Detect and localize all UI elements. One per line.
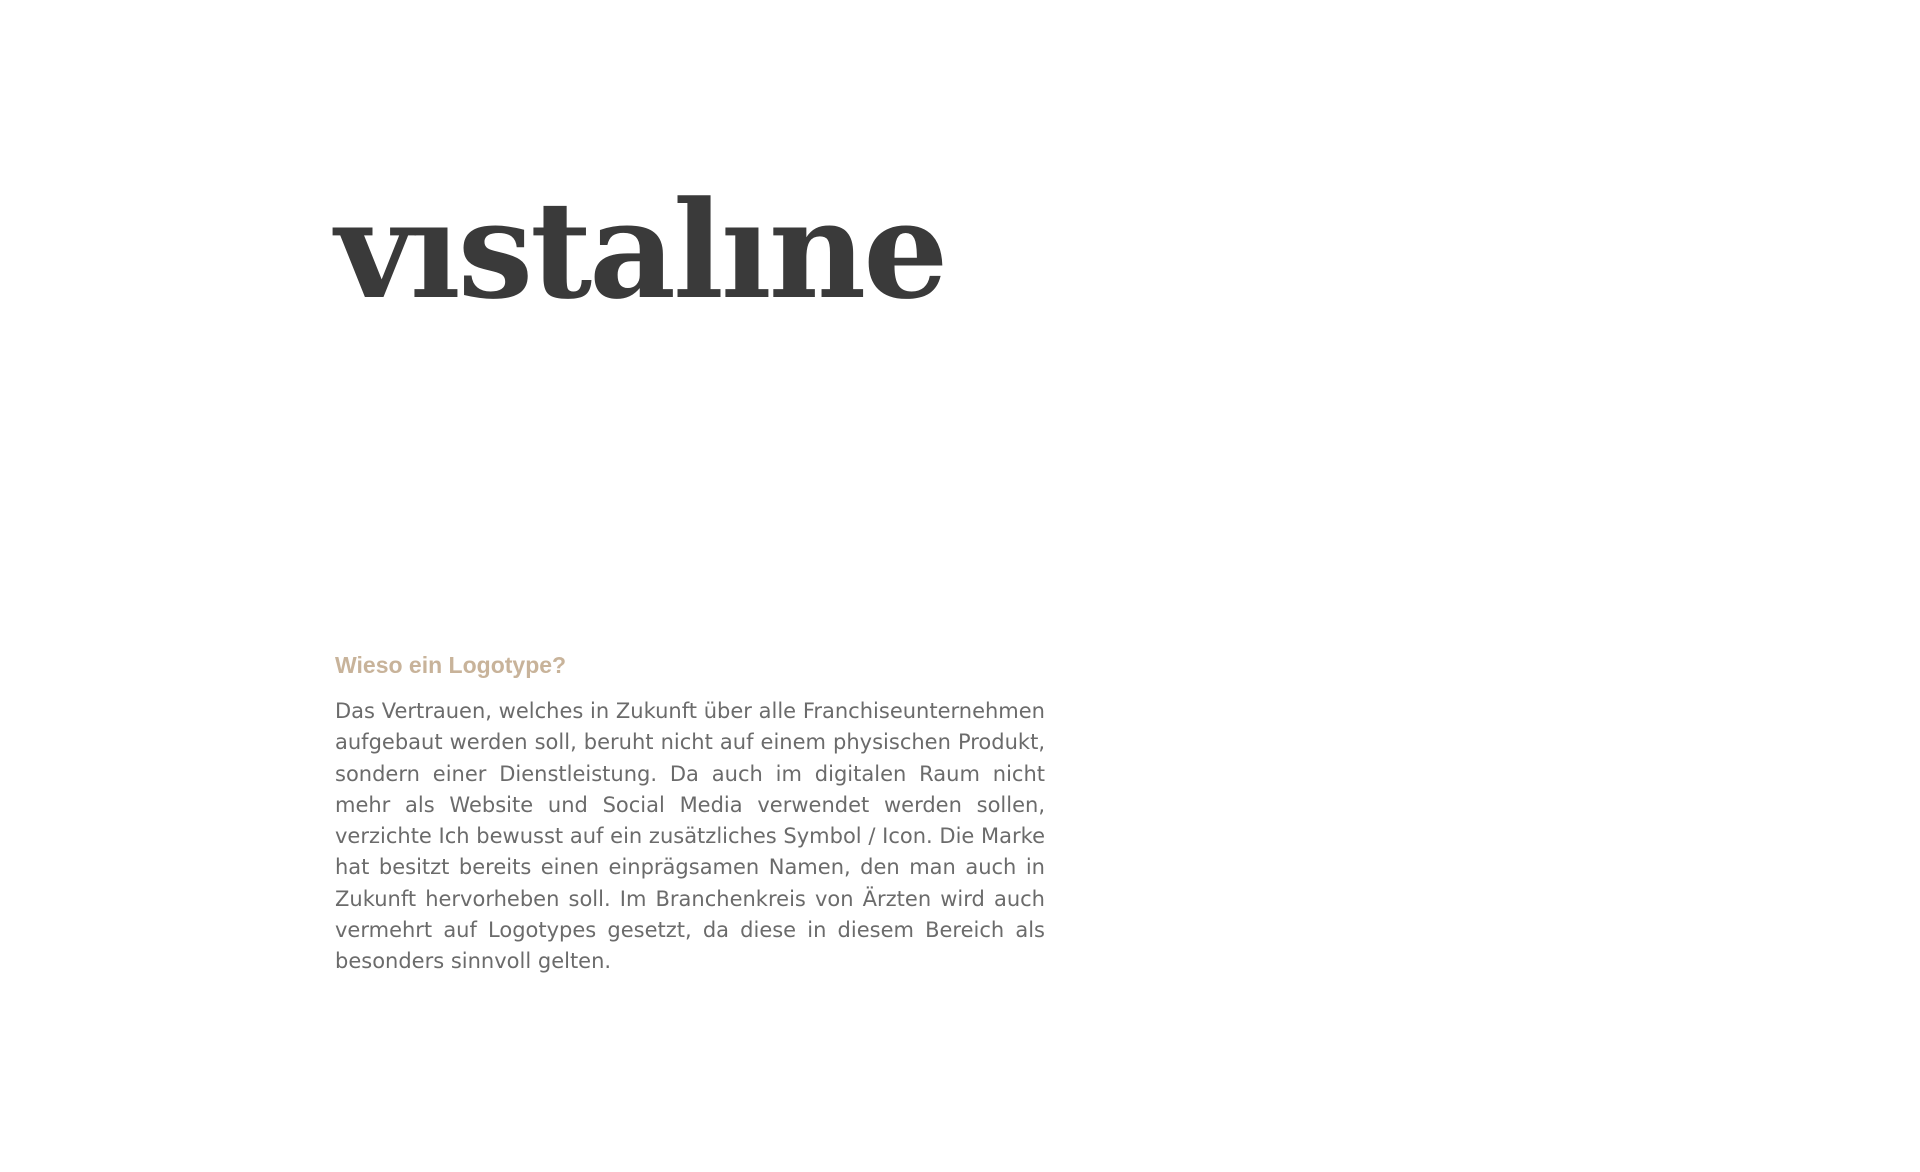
logotype-explanation-section — [335, 648, 1045, 978]
brand-logo-wordmark: vıstalıne — [335, 171, 946, 329]
section-body-text: Das Vertrauen, welches in Zukunft über alle Franchiseunternehmen aufgebaut werden soll, beruht nicht auf einem physischen Produkt, sondern einer Dienstleistung. Da auch im digitalen Raum nicht mehr als Website und Social Media verwendet werden sollen, verzichte Ich bewusst auf ein zusätzliches Symbol / Icon. Die Marke hat besitzt bereits einen einprägsamen Namen, den man auch in Zukunft hervorheben soll. Im Branchenkreis von Ärzten wird auch vermehrt auf Logotypes gesetzt, da diese in diesem Bereich als besonders sinnvoll gelten. — [335, 699, 1045, 974]
section-heading: Wieso ein Logotype? — [335, 652, 567, 678]
